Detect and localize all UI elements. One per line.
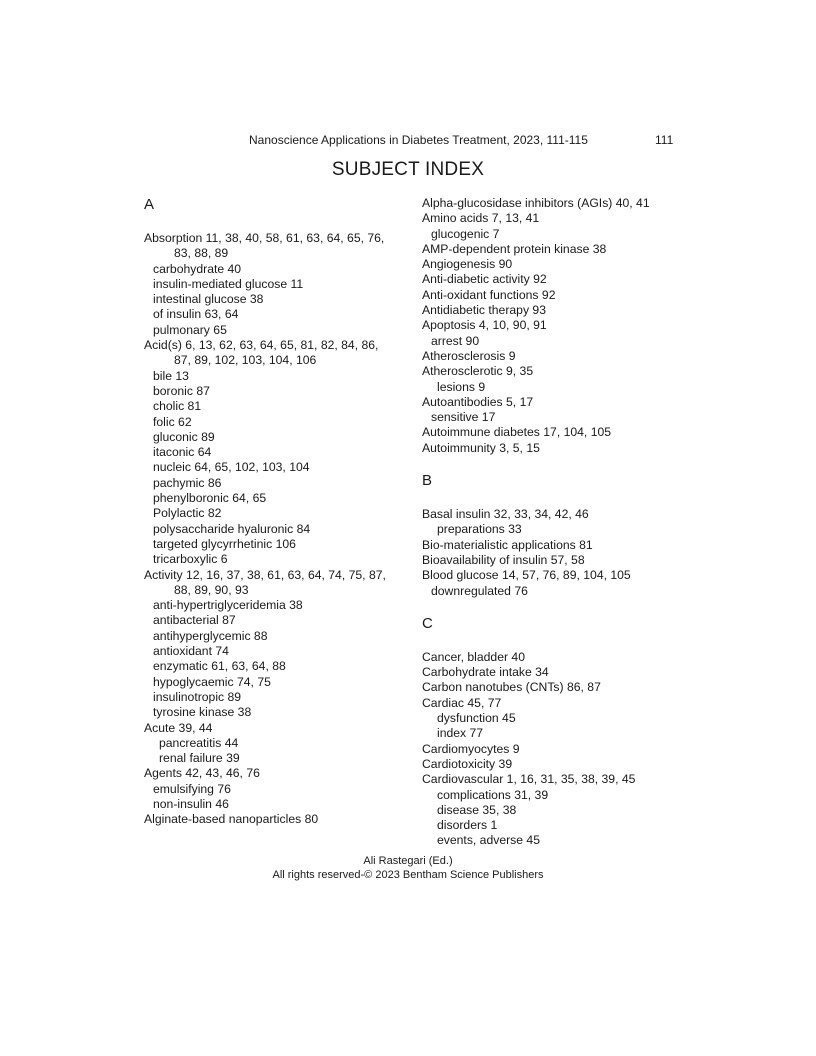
index-subentry: phenylboronic 64, 65 [153,491,267,506]
index-subentry: itaconic 64 [153,445,212,460]
page-number: 111 [655,133,674,147]
index-subentry: targeted glycyrrhetinic 106 [153,536,296,551]
index-subentry: enzymatic 61, 63, 64, 88 [153,659,286,674]
index-subentry: pulmonary 65 [153,322,227,337]
index-subentry: antibacterial 87 [153,613,236,628]
index-entry: Autoimmune diabetes 17, 104, 105 [422,425,612,440]
index-entry: Carbohydrate intake 34 [422,665,549,680]
index-subentry: hypoglycaemic 74, 75 [153,674,271,689]
index-subentry: folic 62 [153,414,192,429]
index-entry: Atherosclerosis 9 [422,348,516,363]
index-subentry: carbohydrate 40 [153,261,242,276]
index-entry: Cardiomyocytes 9 [422,741,520,756]
index-entry: Blood glucose 14, 57, 76, 89, 104, 105 [422,568,631,583]
index-entry: Atherosclerotic 9, 35 [422,364,534,379]
index-subentry: complications 31, 39 [437,787,549,802]
index-subentry: Polylactic 82 [153,506,222,521]
index-subentry: insulin-mediated glucose 11 [153,276,304,291]
index-entry: Cardiovascular 1, 16, 31, 35, 38, 39, 45 [422,772,636,787]
index-entry: Apoptosis 4, 10, 90, 91 [422,318,547,333]
index-entry-continuation: 87, 89, 102, 103, 104, 106 [174,353,317,368]
index-entry: Antidiabetic therapy 93 [422,303,546,318]
index-subentry: glucogenic 7 [431,226,500,241]
index-column-left [144,196,404,828]
index-entry: Alpha-glucosidase inhibitors (AGIs) 40, 41 [422,196,650,210]
section-letter: B [422,472,433,490]
index-entry: Carbon nanotubes (CNTs) 86, 87 [422,680,601,695]
footer [0,854,816,882]
index-subentry: emulsifying 76 [153,781,231,796]
index-subentry: events, adverse 45 [437,833,540,848]
section-gap [422,456,692,472]
index-subentry: insulinotropic 89 [153,689,242,704]
index-subentry: lesions 9 [437,379,486,394]
index-entry: Agents 42, 43, 46, 76 [144,766,260,781]
index-entry: Cardiotoxicity 39 [422,756,513,771]
index-entry: Autoantibodies 5, 17 [422,394,534,409]
section-gap [422,599,692,615]
index-subentry: cholic 81 [153,399,202,414]
index-subentry: pancreatitis 44 [159,735,239,750]
index-subentry: antioxidant 74 [153,644,229,659]
index-entry: Anti-oxidant functions 92 [422,287,556,302]
index-subentry: boronic 87 [153,383,210,398]
index-subentry: sensitive 17 [431,410,496,425]
index-entry: Acid(s) 6, 13, 62, 63, 64, 65, 81, 82, 84, 86, [144,338,379,353]
section-letter: A [144,196,155,213]
section-letter: C [422,614,433,632]
index-subentry: arrest 90 [431,333,480,348]
index-entry: Absorption 11, 38, 40, 58, 61, 63, 64, 65, 76, [144,231,385,245]
index-entry: Acute 39, 44 [144,720,213,735]
index-subentry: downregulated 76 [431,583,528,598]
index-subentry: disease 35, 38 [437,802,517,817]
index-entry-continuation: 88, 89, 90, 93 [174,582,249,597]
footer-rights: All rights reserved-© 2023 Bentham Science Publishers [272,869,544,881]
index-entry: Amino acids 7, 13, 41 [422,211,540,226]
index-entry: Autoimmunity 3, 5, 15 [422,440,540,455]
index-subentry: tyrosine kinase 38 [153,705,252,720]
index-subentry: dysfunction 45 [437,711,516,726]
page-title: SUBJECT INDEX [331,159,485,180]
index-entry: Alginate-based nanoparticles 80 [144,812,319,827]
index-subentry: nucleic 64, 65, 102, 103, 104 [153,460,310,475]
index-entry: Bioavailability of insulin 57, 58 [422,552,585,567]
index-subentry: pachymic 86 [153,475,222,490]
index-subentry: of insulin 63, 64 [153,307,239,322]
index-subentry: disorders 1 [437,818,498,833]
index-entry: Angiogenesis 90 [422,257,513,272]
index-subentry: intestinal glucose 38 [153,292,264,307]
index-subentry: gluconic 89 [153,429,215,444]
index-subentry: index 77 [437,726,484,741]
index-subentry: anti-hypertriglyceridemia 38 [153,598,303,613]
index-subentry: renal failure 39 [159,751,240,766]
index-entry-continuation: 83, 88, 89 [174,246,229,261]
footer-editor: Ali Rastegari (Ed.) [363,855,453,867]
index-subentry: antihyperglycemic 88 [153,628,268,643]
index-column-right [422,196,692,849]
index-subentry: preparations 33 [437,522,522,537]
index-entry: Bio-materialistic applications 81 [422,537,593,552]
index-subentry: polysaccharide hyaluronic 84 [153,521,311,536]
index-subentry: non-insulin 46 [153,796,229,811]
index-subentry: tricarboxylic 6 [153,552,228,567]
index-entry: Cancer, bladder 40 [422,649,525,664]
index-entry: Basal insulin 32, 33, 34, 42, 46 [422,507,589,522]
index-entry: Anti-diabetic activity 92 [422,272,547,287]
running-head: Nanoscience Applications in Diabetes Treatment, 2023, 111-115 [249,133,588,147]
index-entry: Activity 12, 16, 37, 38, 61, 63, 64, 74, 75, 87, [144,567,386,582]
index-entry: Cardiac 45, 77 [422,695,502,710]
index-entry: AMP-dependent protein kinase 38 [422,241,607,256]
index-subentry: bile 13 [153,368,189,383]
